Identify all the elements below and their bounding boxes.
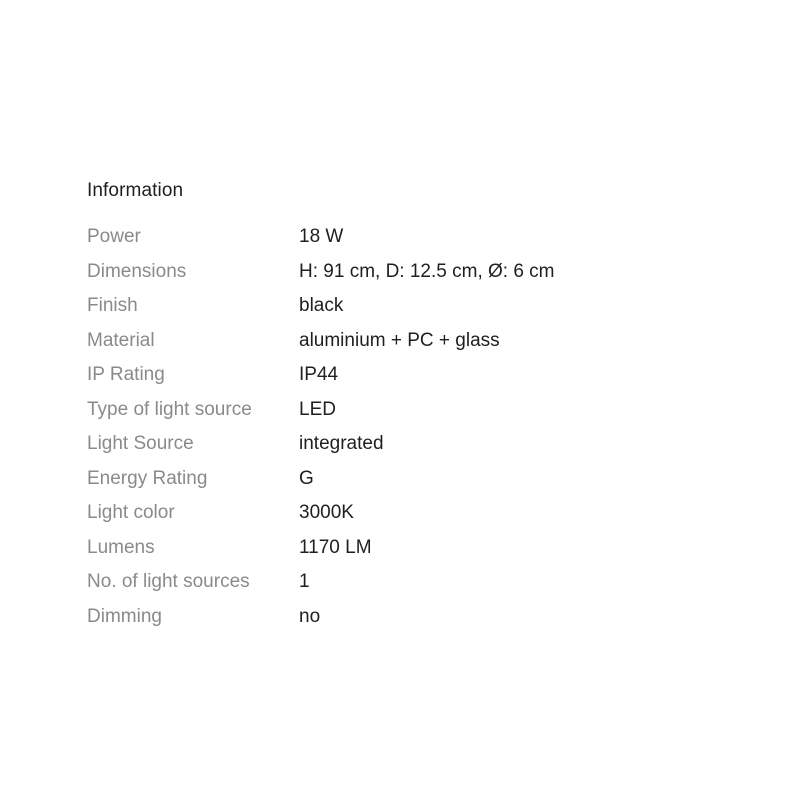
spec-value: 3000K: [299, 502, 354, 524]
spec-label: IP Rating: [87, 364, 165, 386]
spec-label: Light color: [87, 502, 175, 524]
section-heading: Information: [87, 180, 184, 201]
spec-row-finish: [87, 289, 707, 324]
spec-value: LED: [299, 398, 336, 420]
spec-value: no: [299, 605, 321, 627]
spec-label: Type of light source: [87, 398, 252, 420]
spec-value: black: [299, 295, 344, 317]
spec-row-dimming: [87, 600, 707, 635]
spec-row-light-source: [87, 427, 707, 462]
spec-label: Energy Rating: [87, 467, 208, 489]
spec-row-material: [87, 324, 707, 359]
spec-value: G: [299, 467, 314, 489]
spec-row-light-sources-count: [87, 565, 707, 600]
spec-label: Power: [87, 226, 141, 248]
spec-value: 1: [299, 571, 310, 593]
spec-value: integrated: [299, 433, 384, 455]
spec-row-ip-rating: [87, 358, 707, 393]
spec-row-lumens: [87, 531, 707, 566]
spec-value: 18 W: [299, 226, 344, 248]
spec-label: Dimming: [87, 605, 162, 627]
spec-row-light-source-type: [87, 393, 707, 428]
spec-label: Finish: [87, 295, 138, 317]
spec-label: Dimensions: [87, 260, 187, 282]
spec-value: H: 91 cm, D: 12.5 cm, Ø: 6 cm: [299, 260, 555, 282]
spec-label: Light Source: [87, 433, 194, 455]
spec-row-light-color: [87, 496, 707, 531]
spec-label: Material: [87, 329, 155, 351]
spec-label: No. of light sources: [87, 571, 250, 593]
spec-row-power: [87, 220, 707, 255]
spec-value: IP44: [299, 364, 339, 386]
spec-label: Lumens: [87, 536, 155, 558]
spec-table: [87, 220, 707, 634]
spec-row-dimensions: [87, 255, 707, 290]
product-information-section: [87, 178, 707, 634]
spec-row-energy-rating: [87, 462, 707, 497]
spec-value: 1170 LM: [299, 536, 372, 558]
spec-value: aluminium + PC + glass: [299, 329, 500, 351]
